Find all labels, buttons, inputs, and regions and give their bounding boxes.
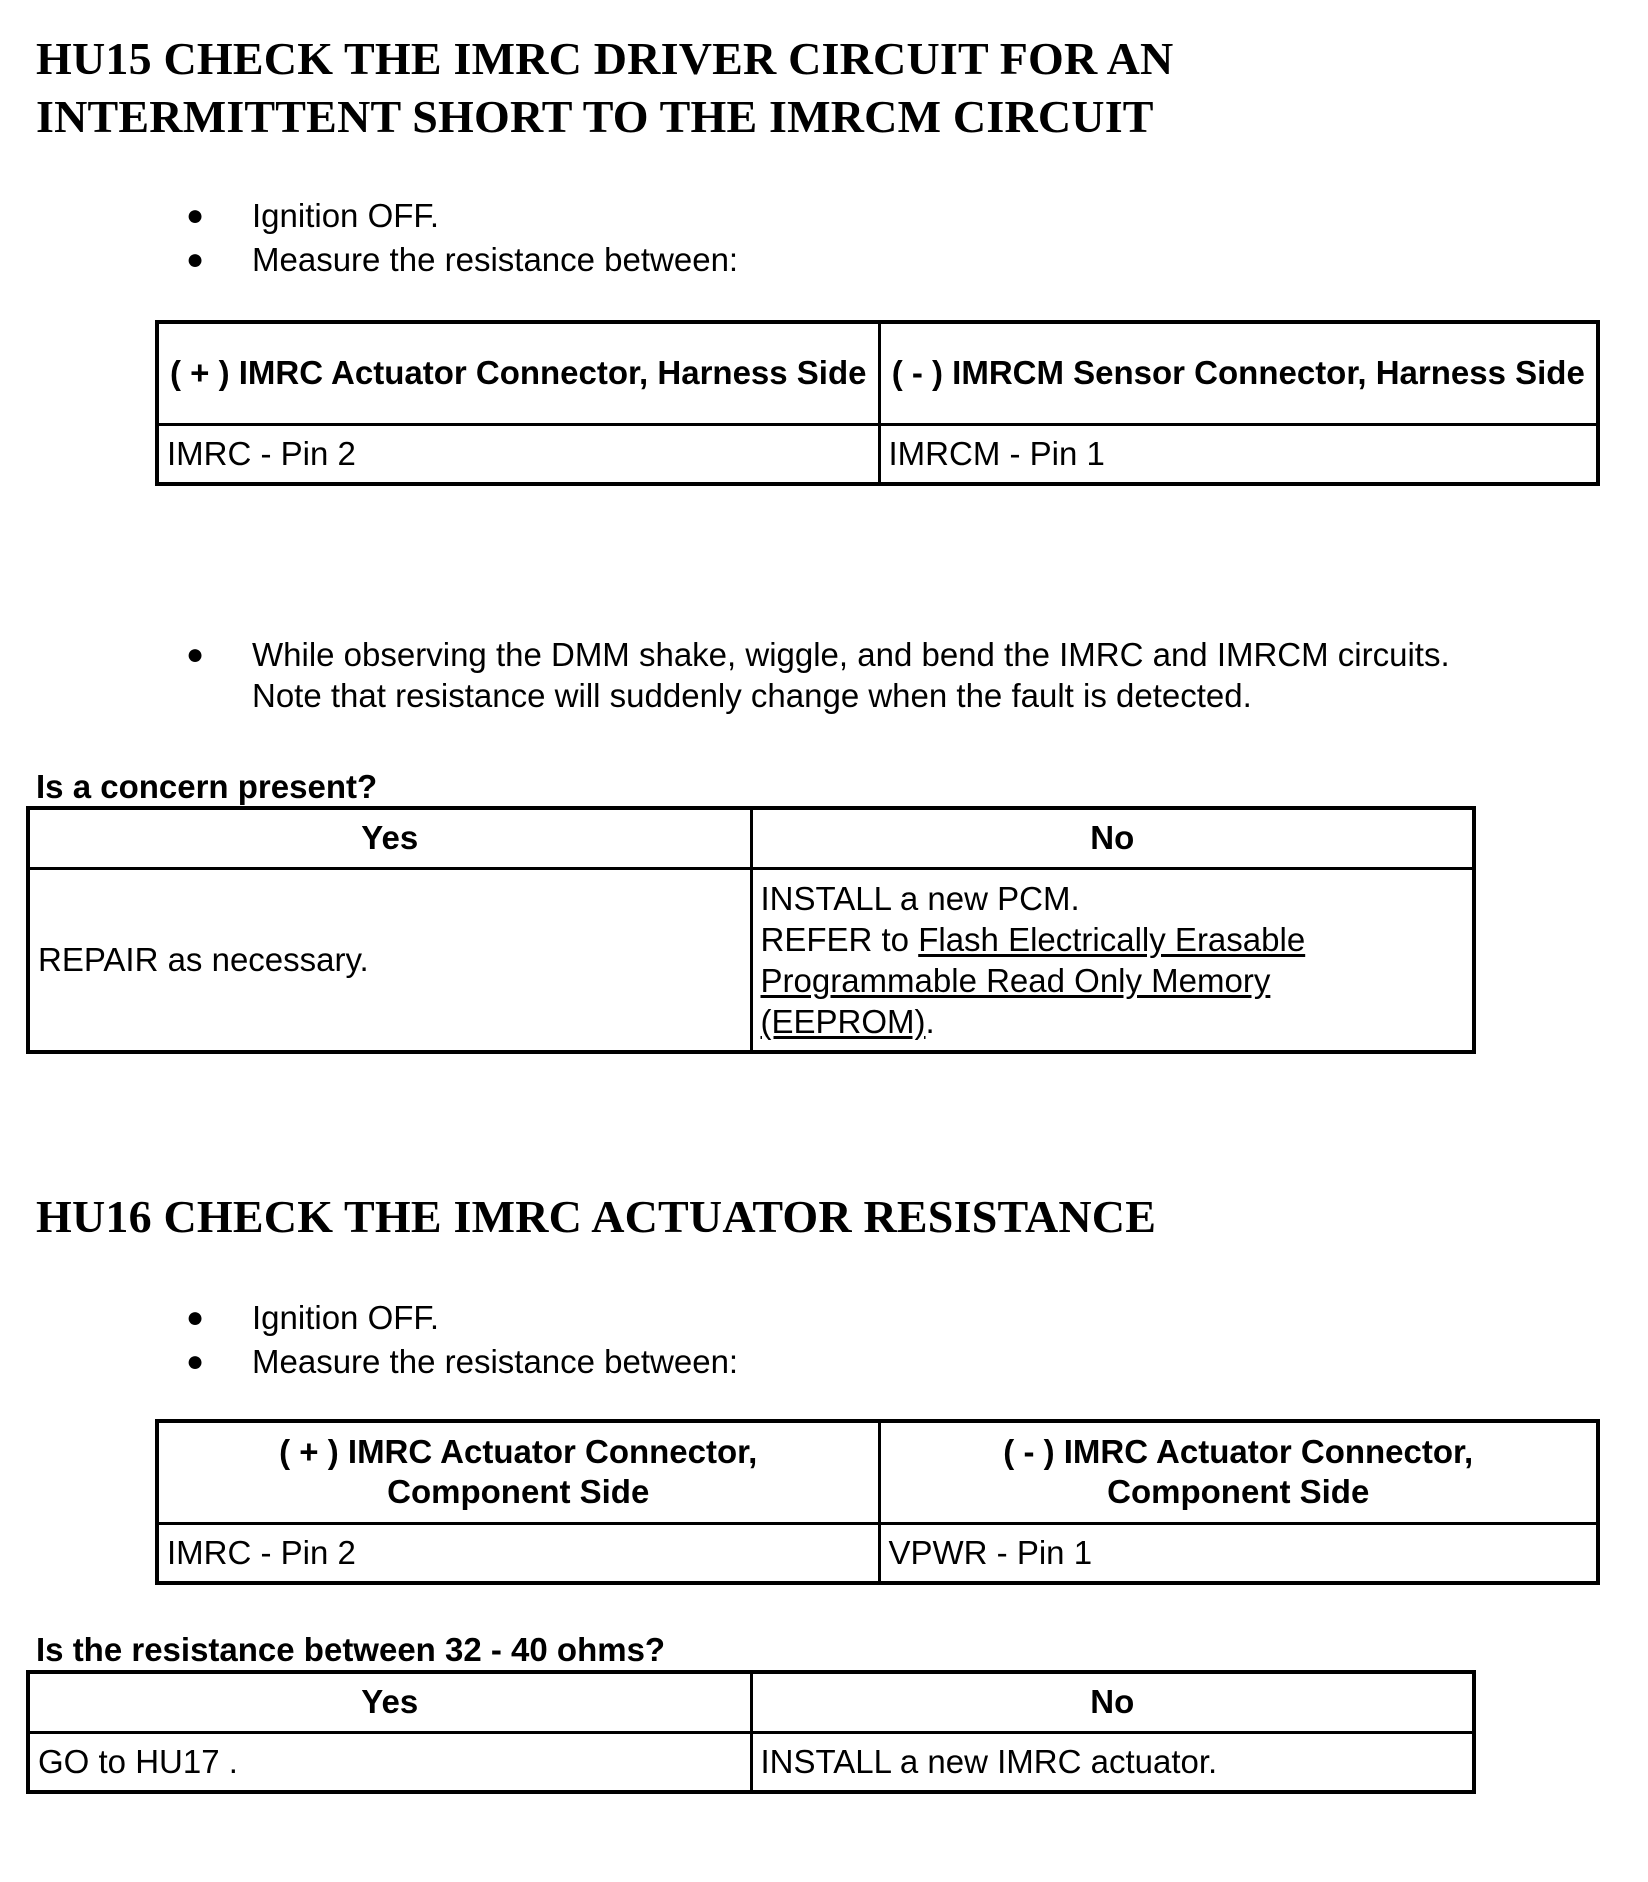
- hu16-heading: HU16 CHECK THE IMRC ACTUATOR RESISTANCE: [36, 1191, 1157, 1242]
- hu15-wiggle-step: [186, 634, 1450, 716]
- eeprom-link[interactable]: Flash Electrically Erasable Programmable Read Only Memory (EEPROM): [760, 920, 1306, 1040]
- list-item: ● Measure the resistance between:: [186, 238, 738, 282]
- hu15-steps: [186, 194, 738, 282]
- no-header: No: [751, 808, 1474, 868]
- no-header: No: [751, 1672, 1474, 1732]
- yes-action: GO to HU17 .: [28, 1732, 751, 1792]
- hu16-steps: [186, 1296, 738, 1384]
- hu16-col1-value: IMRC - Pin 2: [157, 1523, 879, 1583]
- table-header-row: [157, 322, 1598, 424]
- table-header-row: [28, 808, 1474, 868]
- no-action: INSTALL a new PCM. REFER to Flash Electrically Erasable Programmable Read Only Memory (EEPROM).: [751, 868, 1474, 1052]
- hu16-question: Is the resistance between 32 - 40 ohms?: [36, 1631, 666, 1668]
- bullet-icon: ●: [186, 1301, 205, 1334]
- hu16-col2-header: ( - ) IMRC Actuator Connector, Component Side: [879, 1421, 1598, 1523]
- list-item: ● While observing the DMM shake, wiggle, and bend the IMRC and IMRCM circuits. Note that resistance will suddenly change when the fault is detected.: [186, 636, 1450, 714]
- hu15-heading-line2: INTERMITTENT SHORT TO THE IMRCM CIRCUIT: [36, 91, 1154, 142]
- table-row: [157, 424, 1598, 484]
- hu16-measure-table: [155, 1419, 1600, 1585]
- bullet-icon: ●: [186, 1345, 205, 1378]
- table-row: [28, 1732, 1474, 1792]
- no-action: INSTALL a new IMRC actuator.: [751, 1732, 1474, 1792]
- hu15-question: Is a concern present?: [36, 768, 378, 805]
- hu15-result-table: [26, 806, 1476, 1054]
- bullet-icon: ●: [186, 638, 205, 671]
- hu15-col1-value: IMRC - Pin 2: [157, 424, 879, 484]
- table-row: [28, 868, 1474, 1052]
- bullet-icon: ●: [186, 199, 205, 232]
- list-item: ● Ignition OFF.: [186, 1296, 738, 1340]
- yes-header: Yes: [28, 808, 751, 868]
- hu15-col2-header: ( - ) IMRCM Sensor Connector, Harness Side: [879, 322, 1598, 424]
- list-item: ● Measure the resistance between:: [186, 1340, 738, 1384]
- hu15-col2-value: IMRCM - Pin 1: [879, 424, 1598, 484]
- hu15-heading: [36, 30, 1173, 146]
- bullet-icon: ●: [186, 243, 205, 276]
- yes-header: Yes: [28, 1672, 751, 1732]
- table-header-row: [157, 1421, 1598, 1523]
- hu15-measure-table: [155, 320, 1600, 486]
- yes-action: REPAIR as necessary.: [28, 868, 751, 1052]
- table-header-row: [28, 1672, 1474, 1732]
- hu16-col2-value: VPWR - Pin 1: [879, 1523, 1598, 1583]
- hu16-result-table: [26, 1670, 1476, 1794]
- list-item: ● Ignition OFF.: [186, 194, 738, 238]
- hu15-heading-line1: HU15 CHECK THE IMRC DRIVER CIRCUIT FOR AN: [36, 33, 1174, 84]
- hu16-col1-header: ( + ) IMRC Actuator Connector, Component Side: [157, 1421, 879, 1523]
- hu15-col1-header: ( + ) IMRC Actuator Connector, Harness Side: [157, 322, 879, 424]
- table-row: [157, 1523, 1598, 1583]
